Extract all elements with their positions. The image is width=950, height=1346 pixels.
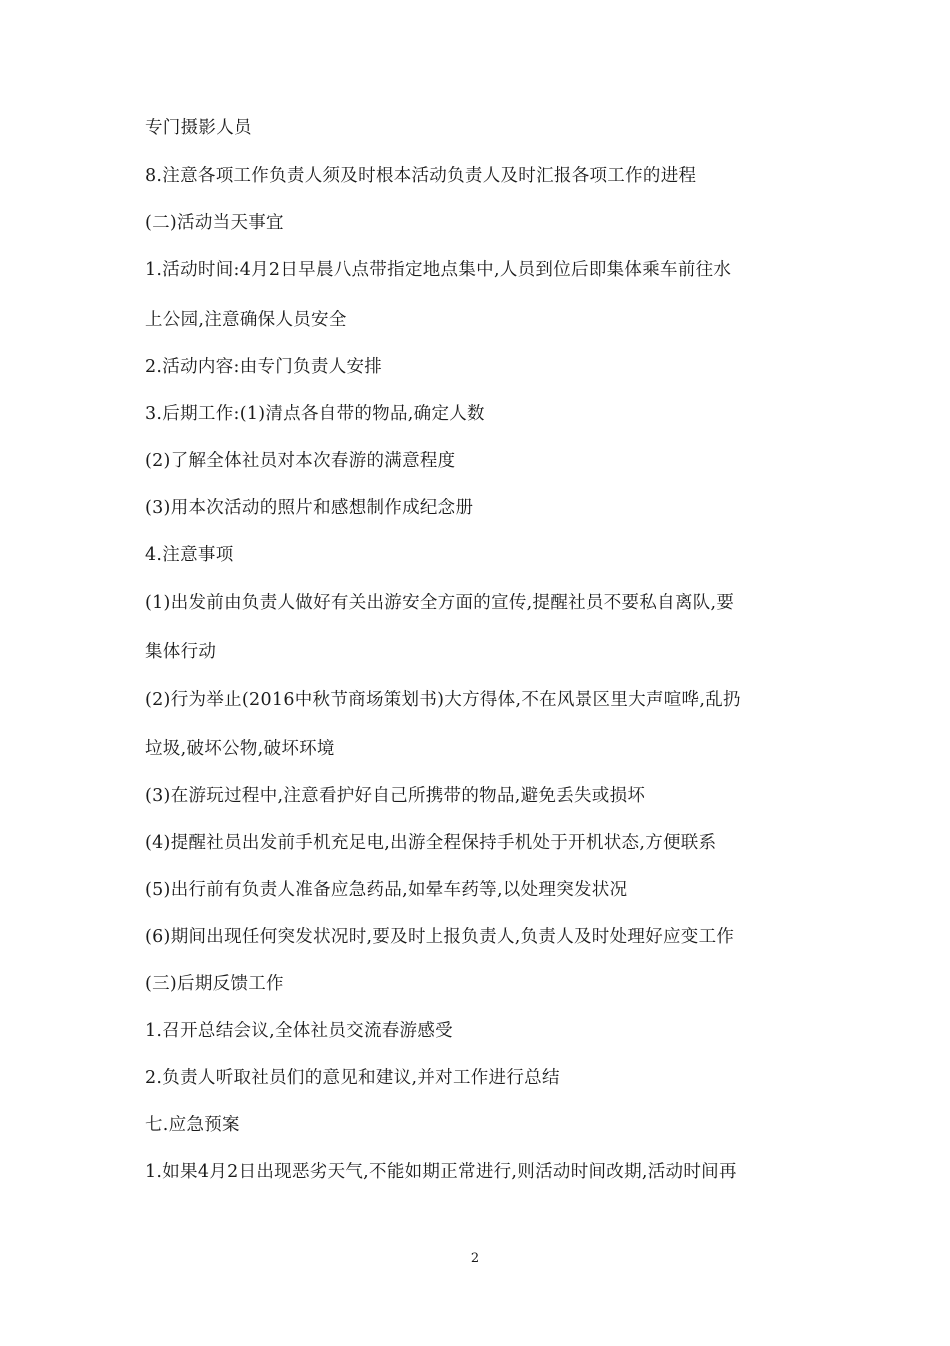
text-line: 1.如果4月2日出现恶劣天气,不能如期正常进行,则活动时间改期,活动时间再: [145, 1162, 737, 1182]
text-line: (5)出行前有负责人准备应急药品,如晕车药等,以处理突发状况: [145, 880, 628, 900]
text-line: (2)了解全体社员对本次春游的满意程度: [145, 451, 456, 471]
text-line: 2.活动内容:由专门负责人安排: [145, 357, 383, 377]
text-line: 1.召开总结会议,全体社员交流春游感受: [145, 1021, 453, 1041]
text-line: (6)期间出现任何突发状况时,要及时上报负责人,负责人及时处理好应变工作: [145, 927, 735, 947]
page-number: 2: [470, 1251, 480, 1266]
text-line: 1.活动时间:4月2日早晨八点带指定地点集中,人员到位后即集体乘车前往水: [145, 260, 732, 280]
text-line: 3.后期工作:(1)清点各自带的物品,确定人数: [145, 404, 485, 424]
text-line: 4.注意事项: [145, 545, 234, 565]
text-line: (1)出发前由负责人做好有关出游安全方面的宣传,提醒社员不要私自离队,要: [145, 593, 735, 613]
text-line: 专门摄影人员: [145, 118, 252, 138]
text-line: (3)在游玩过程中,注意看护好自己所携带的物品,避免丢失或损坏: [145, 786, 646, 806]
text-line: 集体行动: [145, 642, 217, 662]
text-line: (2)行为举止(2016中秋节商场策划书)大方得体,不在风景区里大声喧哗,乱扔: [145, 690, 741, 710]
text-line: 2.负责人听取社员们的意见和建议,并对工作进行总结: [145, 1068, 560, 1088]
section-heading: 七.应急预案: [145, 1115, 240, 1135]
text-line: (3)用本次活动的照片和感想制作成纪念册: [145, 498, 474, 518]
text-line: 上公园,注意确保人员安全: [145, 310, 347, 330]
text-line: 垃圾,破坏公物,破坏环境: [145, 739, 335, 759]
section-heading: (三)后期反馈工作: [145, 974, 284, 994]
text-line: (4)提醒社员出发前手机充足电,出游全程保持手机处于开机状态,方便联系: [145, 833, 717, 853]
text-line: 8.注意各项工作负责人须及时根本活动负责人及时汇报各项工作的进程: [145, 166, 697, 186]
section-heading: (二)活动当天事宜: [145, 213, 284, 233]
